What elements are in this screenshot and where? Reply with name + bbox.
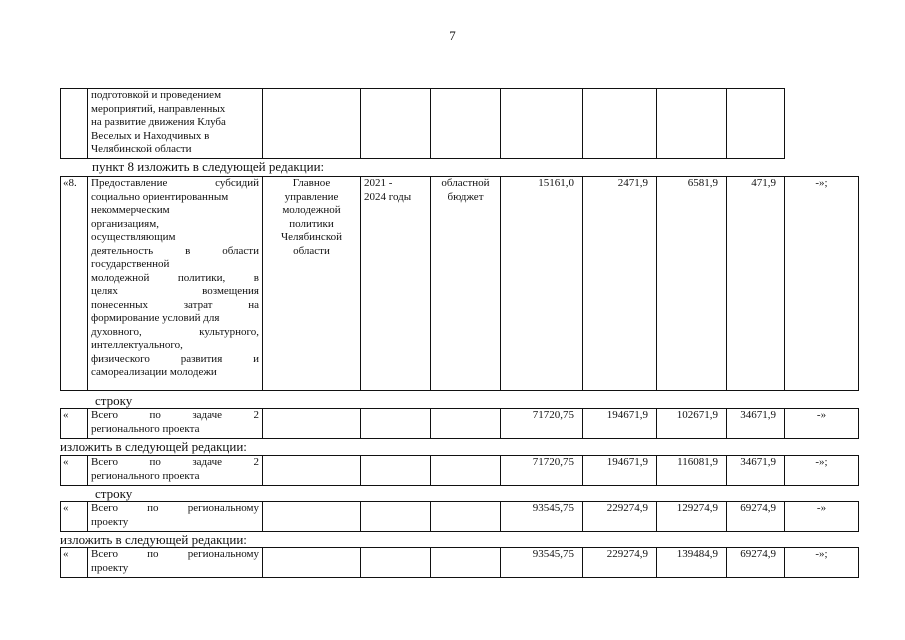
cell-end: -» bbox=[785, 409, 859, 439]
cell-description: Всего по задаче 2 регионального проекта bbox=[88, 456, 263, 486]
desc-line: деятельность в области bbox=[91, 244, 259, 257]
table-row bbox=[61, 89, 787, 159]
cell-num: « bbox=[61, 502, 88, 532]
cell-executor bbox=[263, 502, 361, 532]
cell-total bbox=[501, 89, 583, 159]
heading-row-old-2: строку bbox=[95, 486, 133, 501]
desc-line: Всего по задаче 2 bbox=[91, 456, 259, 468]
cell-end bbox=[785, 89, 787, 159]
cell-2024: 34671,9 bbox=[727, 456, 785, 486]
cell-source: областной бюджет bbox=[431, 177, 501, 391]
cell-total: 71720,75 bbox=[501, 456, 583, 486]
cell-num: «8. bbox=[61, 177, 88, 391]
table-task-2-new bbox=[60, 455, 859, 486]
cell-2024: 471,9 bbox=[727, 177, 785, 391]
table-task-2-old bbox=[60, 408, 859, 439]
cell-2024: 69274,9 bbox=[727, 548, 785, 578]
cell-2024: 34671,9 bbox=[727, 409, 785, 439]
table-row bbox=[61, 456, 859, 486]
table-project-new bbox=[60, 547, 859, 578]
desc-line: Всего по региональному bbox=[91, 548, 259, 560]
cell-2022: 2471,9 bbox=[583, 177, 657, 391]
desc-line: целях возмещения bbox=[91, 285, 259, 297]
desc-line: понесенных затрат на bbox=[91, 298, 259, 311]
table-project-old bbox=[60, 501, 859, 532]
heading-new-1: изложить в следующей редакции: bbox=[60, 439, 247, 454]
cell-2023: 6581,9 bbox=[657, 177, 727, 391]
heading-new-2: изложить в следующей редакции: bbox=[60, 532, 247, 547]
cell-description: Всего по региональному проекту bbox=[88, 502, 263, 532]
cell-num: « bbox=[61, 409, 88, 439]
cell-2022: 194671,9 bbox=[583, 409, 657, 439]
cell-description: Всего по региональному проекту bbox=[88, 548, 263, 578]
page-number: 7 bbox=[449, 28, 456, 43]
cell-period bbox=[361, 456, 431, 486]
table-row bbox=[61, 409, 859, 439]
desc-line: молодежной политики, в bbox=[91, 271, 259, 284]
desc-line: Всего по региональному bbox=[91, 502, 259, 514]
table-continuation bbox=[60, 88, 787, 159]
cell-period bbox=[361, 502, 431, 532]
cell-executor bbox=[263, 548, 361, 578]
cell-end: -»; bbox=[785, 177, 859, 391]
cell-source bbox=[431, 456, 501, 486]
cell-2023 bbox=[657, 89, 727, 159]
cell-period: 2021 - 2024 годы bbox=[361, 177, 431, 391]
table-row bbox=[61, 548, 859, 578]
cell-2022: 229274,9 bbox=[583, 548, 657, 578]
cell-2023: 116081,9 bbox=[657, 456, 727, 486]
cell-source bbox=[431, 502, 501, 532]
cell-2024 bbox=[727, 89, 785, 159]
cell-total: 15161,0 bbox=[501, 177, 583, 391]
cell-period bbox=[361, 89, 431, 159]
desc-line: духовного, культурного, bbox=[91, 325, 259, 338]
cell-2022: 194671,9 bbox=[583, 456, 657, 486]
cell-executor bbox=[263, 409, 361, 439]
cell-description: Предоставление субсидий социально ориентированным некоммерческим организациям, осуществляющим деятельность в области государственной молодежной политики, в целях возмещения понесенных затрат на формирование условий для духовного, культурного, интеллектуального, физического развития и самореализации молодежи bbox=[88, 177, 263, 391]
cell-total: 93545,75 bbox=[501, 548, 583, 578]
cell-end: -»; bbox=[785, 548, 859, 578]
table-row bbox=[61, 502, 859, 532]
cell-period bbox=[361, 548, 431, 578]
desc-line: Предоставление субсидий bbox=[91, 177, 259, 189]
heading-row-old-1: строку bbox=[95, 393, 133, 408]
cell-description: Всего по задаче 2 регионального проекта bbox=[88, 409, 263, 439]
cell-end: -» bbox=[785, 502, 859, 532]
cell-period bbox=[361, 409, 431, 439]
table-item-8 bbox=[60, 176, 859, 391]
cell-executor bbox=[263, 456, 361, 486]
table-row bbox=[61, 177, 859, 391]
desc-line: физического развития и bbox=[91, 352, 259, 365]
cell-source bbox=[431, 89, 501, 159]
cell-source bbox=[431, 409, 501, 439]
desc-line: Всего по задаче 2 bbox=[91, 409, 259, 421]
cell-2023: 129274,9 bbox=[657, 502, 727, 532]
cell-2022: 229274,9 bbox=[583, 502, 657, 532]
cell-2023: 139484,9 bbox=[657, 548, 727, 578]
cell-total: 93545,75 bbox=[501, 502, 583, 532]
cell-num: « bbox=[61, 548, 88, 578]
cell-executor bbox=[263, 89, 361, 159]
cell-num bbox=[61, 89, 88, 159]
cell-2023: 102671,9 bbox=[657, 409, 727, 439]
cell-total: 71720,75 bbox=[501, 409, 583, 439]
cell-source bbox=[431, 548, 501, 578]
cell-num: « bbox=[61, 456, 88, 486]
cell-description: подготовкой и проведением мероприятий, направленных на развитие движения Клуба Веселых и Находчивых в Челябинской области bbox=[88, 89, 263, 159]
cell-executor: Главное управление молодежной политики Челябинской области bbox=[263, 177, 361, 391]
cell-2024: 69274,9 bbox=[727, 502, 785, 532]
cell-2022 bbox=[583, 89, 657, 159]
cell-end: -»; bbox=[785, 456, 859, 486]
heading-item-8: пункт 8 изложить в следующей редакции: bbox=[92, 159, 325, 174]
